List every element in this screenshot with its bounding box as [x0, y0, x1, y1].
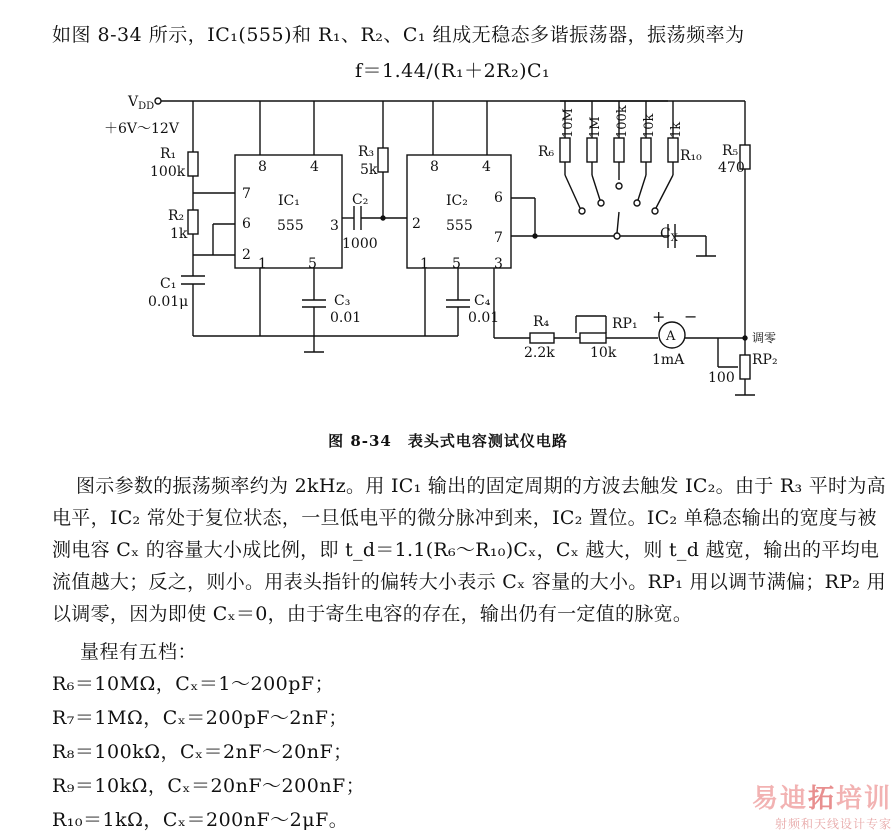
ic2-pin3: 3	[494, 256, 503, 272]
ic1-pin7: 7	[242, 186, 251, 202]
range-2: R₇＝1MΩ，Cₓ＝200pF～2nF；	[52, 707, 348, 729]
meter-minus: −	[684, 307, 698, 326]
ic2-pin4: 4	[482, 159, 491, 175]
rp1-label: RP₁	[612, 316, 638, 332]
r3-resistor	[378, 148, 388, 172]
ic2-pin1: 1	[420, 256, 429, 272]
range-3: R₈＝100kΩ，Cₓ＝2nF～20nF；	[52, 741, 353, 763]
ic1-pin1: 1	[258, 256, 267, 272]
ic2-pin7: 7	[494, 230, 503, 246]
watermark-text-c: 培训	[835, 784, 892, 814]
switch-value-1: 10M	[561, 108, 576, 138]
figure-caption: 图 8-34 表头式电容测试仪电路	[328, 432, 568, 450]
supply-range: ＋6V～12V	[104, 121, 179, 137]
ranges-title: 量程有五档：	[80, 641, 198, 663]
ic1-label: IC₁	[278, 193, 300, 209]
rp1-value: 10k	[590, 345, 617, 361]
ic1-chip	[235, 155, 342, 268]
ic1-pin8: 8	[258, 159, 267, 175]
vdd-label: $V_{DD}$	[128, 94, 155, 112]
r1-resistor	[188, 152, 198, 176]
ic2-chip	[407, 155, 511, 268]
ic1-pin3: 3	[330, 218, 339, 234]
c3-value: 0.01	[330, 310, 362, 326]
ic2-pin5: 5	[452, 256, 461, 272]
intro-text: 如图 8-34 所示，IC₁(555)和 R₁、R₂、C₁ 组成无稳态多谐振荡器，振荡频率为	[52, 24, 745, 46]
rp2-value: 100	[708, 370, 735, 386]
ic1-pin2: 2	[242, 247, 251, 263]
rp2-label: RP₂	[752, 352, 778, 368]
r2-resistor	[188, 210, 198, 234]
body-paragraph	[52, 470, 890, 630]
r5-label: R₅	[722, 143, 739, 159]
meter-value: 1mA	[652, 352, 685, 368]
r6-label: R₆	[538, 144, 555, 160]
ic2-pin2: 2	[412, 216, 421, 232]
r4-resistor	[530, 333, 554, 343]
ic1-pin6: 6	[242, 216, 251, 232]
range-5: R₁₀＝1kΩ，Cₓ＝200nF～2μF。	[52, 809, 349, 831]
c4-label: C₄	[474, 293, 491, 309]
ic1-pin4: 4	[310, 159, 319, 175]
r2-label: R₂	[168, 208, 185, 224]
r4-value: 2.2k	[524, 345, 555, 361]
c1-value: 0.01μ	[148, 294, 189, 310]
rp1-potentiometer	[580, 333, 606, 343]
c1-label: C₁	[160, 276, 177, 292]
c2-label: C₂	[352, 192, 369, 208]
ic2-pin8: 8	[430, 159, 439, 175]
r5-value: 470	[718, 160, 745, 176]
r1-value: 100k	[150, 164, 186, 180]
r2-value: 1k	[170, 226, 188, 242]
cx-label: $C_X$	[660, 226, 678, 244]
r10-label: R₁₀	[680, 148, 702, 164]
c2-value: 1000	[342, 236, 378, 252]
watermark-text-b: 拓	[807, 784, 836, 814]
ic2-label: IC₂	[446, 193, 468, 209]
switch-value-5: 1k	[669, 121, 684, 138]
r3-label: R₃	[358, 144, 375, 160]
circuit-diagram	[0, 80, 896, 430]
watermark-text-a: 易迪	[751, 784, 808, 814]
ic1-type: 555	[277, 218, 304, 234]
paragraph-text: 图示参数的振荡频率约为 2kHz。用 IC₁ 输出的固定周期的方波去触发 IC₂。由于 R₃ 平时为高电平，IC₂ 常处于复位状态，一旦低电平的微分脉冲到来，IC₂ 置位。IC₂ 单稳态输出的宽度与被测电容 Cₓ 的容量大小成比例，即 t_d＝1.1(R₆～R₁₀)Cₓ，Cₓ 越大，则 t_d 越宽，输出的平均电流值越大；反之，则小。用表头指针的偏转大小表示 Cₓ 容量的大小。RP₁ 用以调节满偏；RP₂ 用以调零，因为即使 Cₓ＝0，由于寄生电容的存在，输出仍有一定值的脉宽。	[52, 475, 886, 625]
range-4: R₉＝10kΩ，Cₓ＝20nF～200nF；	[52, 775, 366, 797]
watermark-logo	[752, 778, 892, 832]
switch-value-3: 100k	[615, 105, 630, 138]
ic2-pin6: 6	[494, 190, 503, 206]
r3-value: 5k	[360, 162, 378, 178]
c3-label: C₃	[334, 293, 351, 309]
rp2-potentiometer	[740, 355, 750, 379]
watermark-subtitle: 射频和天线设计专家	[774, 817, 892, 831]
range-1: R₆＝10MΩ，Cₓ＝1～200pF；	[52, 673, 335, 695]
c4-value: 0.01	[468, 310, 500, 326]
zero-adjust-label: 调零	[752, 331, 777, 345]
meter-symbol: A	[666, 329, 676, 344]
ic1-pin5: 5	[308, 256, 317, 272]
ic2-type: 555	[446, 218, 473, 234]
switch-value-4: 10k	[642, 113, 657, 138]
r1-label: R₁	[160, 146, 177, 162]
meter-plus: +	[652, 307, 666, 326]
r4-label: R₄	[533, 314, 550, 330]
frequency-formula: f＝1.44/(R₁＋2R₂)C₁	[355, 60, 551, 82]
switch-value-2: 1M	[588, 116, 603, 138]
